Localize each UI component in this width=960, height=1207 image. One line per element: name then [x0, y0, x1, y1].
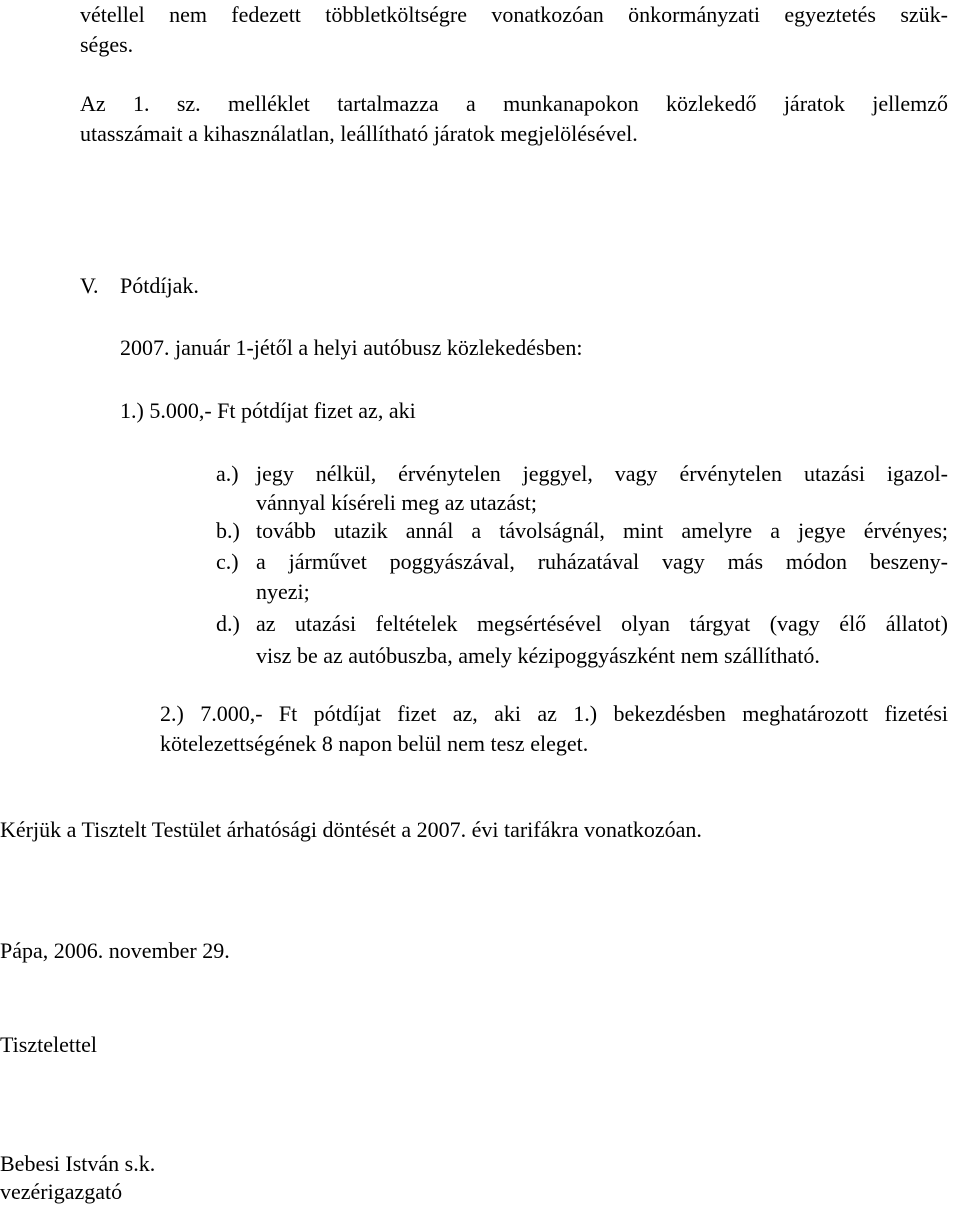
place-date: Pápa, 2006. november 29.	[0, 938, 230, 963]
intro-line-2: séges.	[80, 32, 134, 57]
rule-1-lead: 1.) 5.000,- Ft pótdíjat fizet az, aki	[120, 398, 416, 423]
section-number: V.	[80, 273, 99, 298]
rule-2-line-1: 2.) 7.000,- Ft pótdíjat fizet az, aki az 1.) bekezdésben meghatározott fizetési	[160, 701, 948, 726]
annex-paragraph-line-2: utasszámait a kihasználatlan, leállítható járatok megjelölésével.	[80, 121, 638, 146]
rule-1-item-d-line-2: visz be az autóbuszba, amely kézipoggyászként nem szállítható.	[256, 643, 820, 668]
intro-line-1: vétellel nem fedezett többletköltségre vonatkozóan önkormányzati egyeztetés szük-	[80, 2, 948, 27]
surcharge-intro: 2007. január 1-jétől a helyi autóbusz közlekedésben:	[120, 335, 583, 360]
rule-1-item-a-line-2: vánnyal kíséreli meg az utazást;	[256, 490, 537, 515]
rule-1-item-d-line-1: az utazási feltételek megsértésével olyan tárgyat (vagy élő állatot)	[256, 611, 948, 636]
request-sentence: Kérjük a Tisztelt Testület árhatósági döntését a 2007. évi tarifákra vonatkozóan.	[0, 817, 702, 842]
rule-1-item-b-line-1: tovább utazik annál a távolságnál, mint amelyre a jegye érvényes;	[256, 518, 948, 543]
rule-1-item-c-line-2: nyezi;	[256, 579, 310, 604]
rule-1-item-b-label: b.)	[216, 518, 240, 543]
rule-1-item-c-label: c.)	[216, 549, 239, 574]
closing-greeting: Tisztelettel	[0, 1032, 97, 1057]
rule-1-item-d-label: d.)	[216, 611, 240, 636]
section-title: Pótdíjak.	[120, 273, 199, 298]
annex-paragraph-line-1: Az 1. sz. melléklet tartalmazza a munkanapokon közlekedő járatok jellemző	[80, 91, 948, 116]
signatory-title: vezérigazgató	[0, 1179, 123, 1204]
signatory-name: Bebesi István s.k.	[0, 1151, 156, 1176]
rule-1-item-a-line-1: jegy nélkül, érvénytelen jeggyel, vagy érvénytelen utazási igazol-	[256, 461, 948, 486]
rule-1-item-a-label: a.)	[216, 461, 239, 486]
rule-1-item-c-line-1: a járművet poggyászával, ruházatával vagy más módon beszeny-	[256, 549, 948, 574]
rule-2-line-2: kötelezettségének 8 napon belül nem tesz eleget.	[160, 731, 589, 756]
